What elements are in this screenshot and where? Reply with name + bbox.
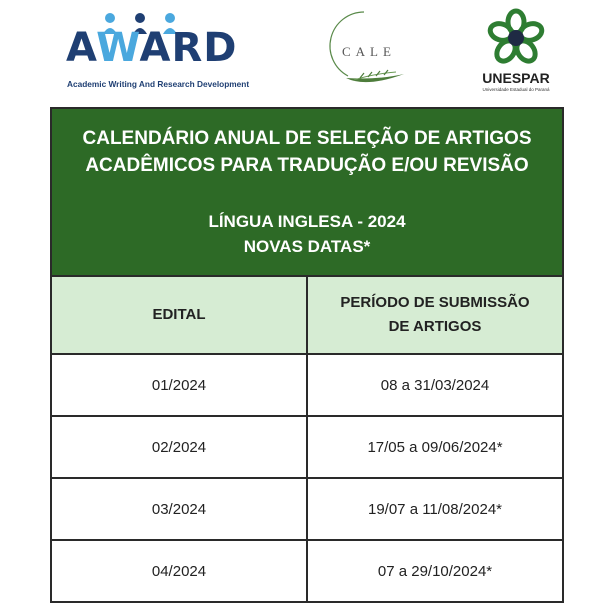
periodo-cell: 08 a 31/03/2024 [380,376,490,394]
column-header-periodo-line-2: DE ARTIGOS [388,318,482,335]
calendar-table [50,107,564,603]
subtitle-line-2: NOVAS DATAS* [243,237,371,256]
unespar-wordmark: UNESPAR [482,70,550,86]
column-header-row [52,277,562,355]
table-row [52,355,562,417]
periodo-cell: 19/07 a 11/08/2024* [367,500,502,518]
column-header-edital: EDITAL [52,277,308,353]
column-header-periodo-line-1: PERÍODO DE SUBMISSÃO [340,294,530,311]
unespar-logo [474,8,558,92]
periodo-cell: 07 a 29/10/2024* [377,562,493,580]
table-header [52,109,562,277]
edital-cell: 04/2024 [52,541,308,601]
unespar-emblem-icon [474,8,558,68]
cale-wordmark: CALE [342,44,396,59]
award-logo [66,12,286,89]
title-line-1: CALENDÁRIO ANUAL DE SELEÇÃO DE ARTIGOS [82,128,532,149]
column-header-periodo [308,277,562,353]
title-line-2: ACADÊMICOS PARA TRADUÇÃO E/OU REVISÃO [85,155,529,176]
table-row [52,417,562,479]
edital-cell: 01/2024 [52,355,308,415]
table-row [52,541,562,601]
award-wordmark: AWARD [66,25,238,71]
award-subtitle: Academic Writing And Research Development [67,79,250,89]
edital-cell: 03/2024 [52,479,308,539]
unespar-subtitle: Universidade Estadual do Paraná [482,87,550,92]
table-row [52,479,562,541]
cale-logo [326,6,416,92]
logos-row [0,0,612,100]
edital-cell: 02/2024 [52,417,308,477]
periodo-cell: 17/05 a 09/06/2024* [367,438,503,456]
subtitle-line-1: LÍNGUA INGLESA - 2024 [208,212,406,231]
